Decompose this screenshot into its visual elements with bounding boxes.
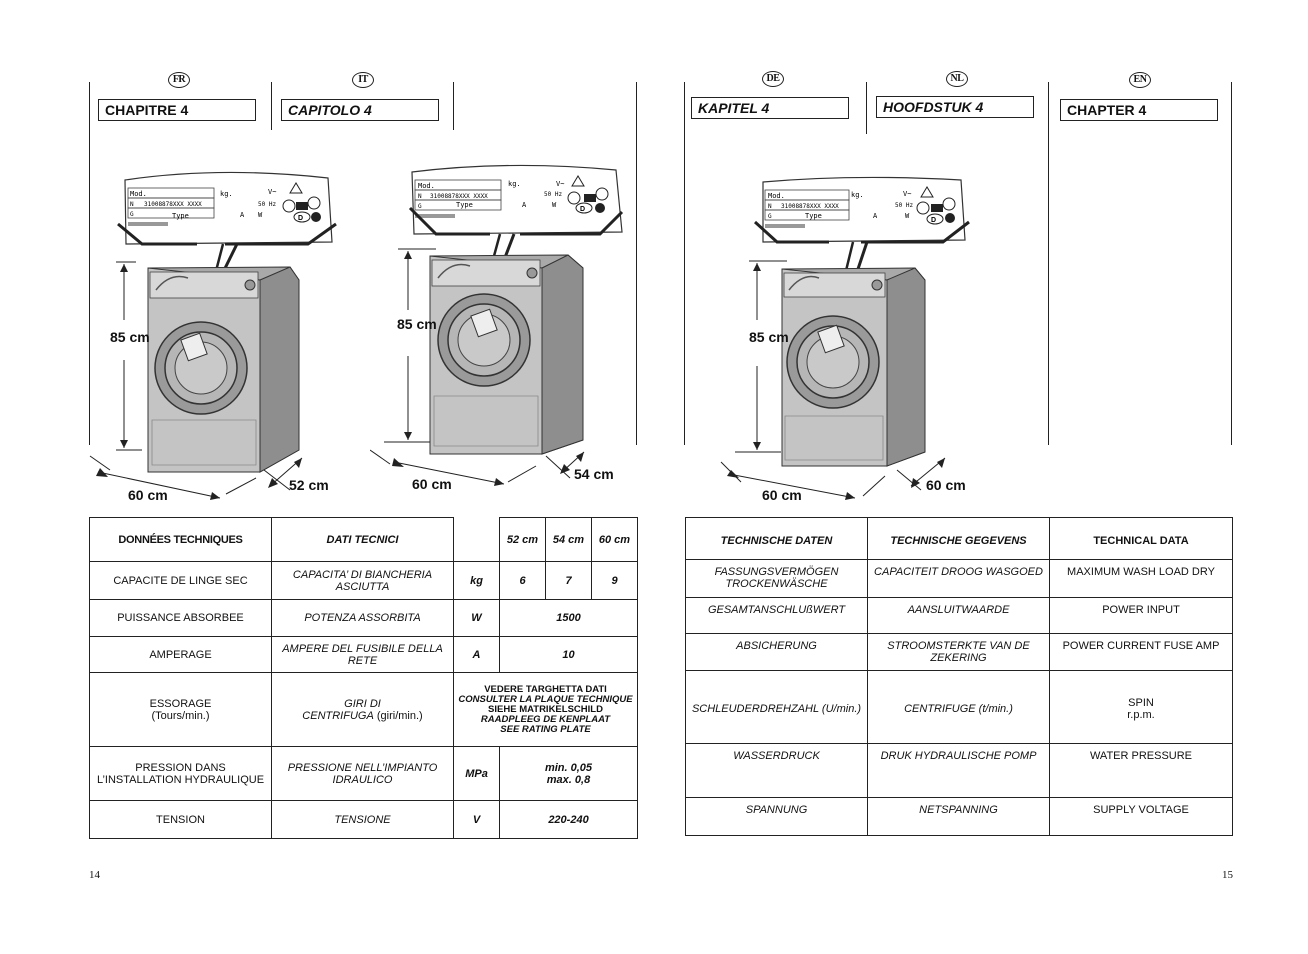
cell-it: TENSIONE — [272, 801, 454, 839]
svg-text:G: G — [130, 211, 134, 218]
rating-serial: 31008878XXX XXXX — [430, 193, 488, 200]
rating-serial: 31008878XXX XXXX — [144, 201, 202, 208]
rating-mod: Mod. — [768, 192, 785, 200]
table-row — [686, 798, 1233, 836]
rating-kg: kg. — [220, 190, 233, 198]
header-it: DATI TECNICI — [272, 518, 454, 562]
table-header-row — [686, 518, 1233, 560]
cell-nl: NETSPANNING — [868, 798, 1050, 836]
cell-de: ABSICHERUNG — [686, 634, 868, 671]
table-row — [686, 671, 1233, 744]
language-badge-en: EN — [1129, 72, 1151, 88]
cell-en-line: r.p.m. — [1127, 709, 1155, 721]
page-number: 15 — [1222, 869, 1233, 881]
rating-watt: W — [258, 211, 263, 219]
cell-nl: DRUK HYDRAULISCHE POMP — [868, 744, 1050, 798]
cell-unit: A — [454, 637, 500, 673]
cell-fr-line: ESSORAGE — [149, 697, 212, 710]
cell-value: 7 — [546, 562, 592, 600]
cell-en: POWER CURRENT FUSE AMP — [1050, 634, 1233, 671]
rating-watt: W — [905, 212, 910, 220]
svg-text:N: N — [768, 203, 772, 210]
table-row — [90, 637, 638, 673]
language-badge-it: IT — [352, 72, 374, 88]
cell-fr: AMPERAGE — [90, 637, 272, 673]
rating-d-mark: D — [580, 206, 586, 213]
rating-volt: V~ — [268, 188, 277, 196]
rating-type: Type — [805, 212, 822, 220]
note-line: SIEHE MATRIKELSCHILD — [488, 703, 603, 715]
width-label: 60 cm — [128, 487, 168, 503]
cell-it: CAPACITA’ DI BIANCHERIA ASCIUTTA — [272, 562, 454, 600]
cell-de: GESAMTANSCHLUßWERT — [686, 598, 868, 634]
table-row — [90, 747, 638, 801]
rating-kg: kg. — [508, 180, 521, 188]
chapter-heading-en: CHAPTER 4 — [1060, 99, 1218, 121]
width-label: 60 cm — [762, 487, 802, 503]
cell-it-line: (giri/min.) — [376, 709, 423, 722]
cell-it: PRESSIONE NELL’IMPIANTO IDRAULICO — [272, 747, 454, 801]
cell-fr: PUISSANCE ABSORBEE — [90, 600, 272, 637]
header-52cm: 52 cm — [500, 518, 546, 562]
cell-it-line: CENTRIFUGA — [302, 709, 374, 722]
header-en: TECHNICAL DATA — [1050, 518, 1233, 560]
header-unit — [454, 518, 500, 562]
header-nl: TECHNISCHE GEGEVENS — [868, 518, 1050, 560]
height-label: 85 cm — [749, 329, 789, 345]
table-header-row — [90, 518, 638, 562]
rating-amp: A — [873, 212, 878, 220]
header-54cm: 54 cm — [546, 518, 592, 562]
rating-amp: A — [240, 211, 245, 219]
cell-unit: MPa — [454, 747, 500, 801]
table-row — [90, 673, 638, 747]
cell-fr-line: (Tours/min.) — [151, 709, 210, 722]
table-row — [686, 634, 1233, 671]
width-label: 60 cm — [412, 476, 452, 492]
rating-kg: kg. — [851, 191, 864, 199]
rating-plate-illustration — [412, 165, 622, 234]
cell-it: POTENZA ASSORBITA — [272, 600, 454, 637]
rating-type: Type — [456, 201, 473, 209]
cell-fr — [90, 673, 272, 747]
note-line: VEDERE TARGHETTA DATI — [484, 683, 607, 695]
chapter-heading-it: CAPITOLO 4 — [281, 99, 439, 121]
rating-watt: W — [552, 201, 557, 209]
rating-hz: 50 Hz — [544, 191, 563, 198]
cell-nl: STROOMSTERKTE VAN DE ZEKERING — [868, 634, 1050, 671]
cell-en — [1050, 671, 1233, 744]
cell-en: MAXIMUM WASH LOAD DRY — [1050, 560, 1233, 598]
column-rule — [866, 82, 867, 134]
language-badge-fr: FR — [168, 72, 190, 88]
chapter-heading-fr: CHAPITRE 4 — [98, 99, 256, 121]
cell-value: 220-240 — [500, 801, 638, 839]
cell-value: 1500 — [500, 600, 638, 637]
header-60cm: 60 cm — [592, 518, 638, 562]
cell-fr: PRESSION DANS L’INSTALLATION HYDRAULIQUE — [90, 747, 272, 801]
svg-text:G: G — [768, 213, 772, 220]
cell-nl: AANSLUITWAARDE — [868, 598, 1050, 634]
note-line: RAADPLEEG DE KENPLAAT — [480, 713, 611, 725]
rating-type: Type — [172, 212, 189, 220]
column-rule — [453, 82, 454, 130]
cell-nl: CAPACITEIT DROOG WASGOED — [868, 560, 1050, 598]
rating-d-mark: D — [931, 217, 937, 224]
column-rule — [1231, 82, 1232, 445]
cell-de: SCHLEUDERDREHZAHL (U/min.) — [686, 671, 868, 744]
height-label: 85 cm — [110, 329, 150, 345]
svg-text:N: N — [418, 193, 422, 200]
cell-en: SUPPLY VOLTAGE — [1050, 798, 1233, 836]
depth-label: 54 cm — [574, 466, 614, 482]
rating-hz: 50 Hz — [258, 201, 277, 208]
table-row — [686, 744, 1233, 798]
note-line: SEE RATING PLATE — [500, 723, 591, 735]
cell-value: 9 — [592, 562, 638, 600]
svg-text:G: G — [418, 203, 422, 210]
rating-volt: V~ — [903, 190, 912, 198]
cell-de: FASSUNGSVERMÖGEN TROCKENWÄSCHE — [686, 560, 868, 598]
cell-unit: W — [454, 600, 500, 637]
cell-value — [500, 747, 638, 801]
header-de: TECHNISCHE DATEN — [686, 518, 868, 560]
cell-unit: kg — [454, 562, 500, 600]
cell-value: 10 — [500, 637, 638, 673]
depth-label: 52 cm — [289, 477, 329, 493]
column-rule — [684, 82, 685, 445]
page-number: 14 — [89, 869, 100, 881]
table-row — [90, 562, 638, 600]
language-badge-nl: NL — [946, 71, 968, 87]
table-row — [686, 598, 1233, 634]
chapter-heading-de: KAPITEL 4 — [691, 97, 849, 119]
rating-d-mark: D — [298, 215, 304, 222]
cell-de: WASSERDRUCK — [686, 744, 868, 798]
cell-nl: CENTRIFUGE (t/min.) — [868, 671, 1050, 744]
height-label: 85 cm — [397, 316, 437, 332]
rating-plate-illustration — [125, 172, 332, 244]
cell-value-line: max. 0,8 — [546, 773, 591, 786]
table-row — [686, 560, 1233, 598]
rating-hz: 50 Hz — [895, 202, 914, 209]
rating-amp: A — [522, 201, 527, 209]
cell-en: POWER INPUT — [1050, 598, 1233, 634]
rating-serial: 31008878XXX XXXX — [781, 203, 839, 210]
note-line: CONSULTER LA PLAQUE TECHNIQUE — [458, 693, 633, 705]
svg-text:N: N — [130, 201, 134, 208]
rating-plate-illustration — [763, 177, 965, 242]
cell-it — [272, 673, 454, 747]
rating-mod: Mod. — [418, 182, 435, 190]
technical-data-table — [89, 517, 638, 839]
table-row — [90, 801, 638, 839]
column-rule — [1048, 82, 1049, 445]
header-fr: DONNÉES TECHNIQUES — [90, 518, 272, 562]
chapter-heading-nl: HOOFDSTUK 4 — [876, 96, 1034, 118]
rating-volt: V~ — [556, 180, 565, 188]
cell-value: 6 — [500, 562, 546, 600]
language-badge-de: DE — [762, 71, 784, 87]
cell-en-line: SPIN — [1128, 697, 1154, 709]
cell-de: SPANNUNG — [686, 798, 868, 836]
technical-data-table — [685, 517, 1233, 836]
cell-fr: TENSION — [90, 801, 272, 839]
depth-label: 60 cm — [926, 477, 966, 493]
column-rule — [271, 82, 272, 130]
cell-it: AMPERE DEL FUSIBILE DELLA RETE — [272, 637, 454, 673]
cell-fr: CAPACITE DE LINGE SEC — [90, 562, 272, 600]
rating-mod: Mod. — [130, 190, 147, 198]
table-row — [90, 600, 638, 637]
rating-plate-note — [454, 673, 638, 747]
cell-unit: V — [454, 801, 500, 839]
cell-it-line: GIRI DI — [344, 697, 381, 710]
cell-en: WATER PRESSURE — [1050, 744, 1233, 798]
cell-value-line: min. 0,05 — [544, 761, 593, 774]
